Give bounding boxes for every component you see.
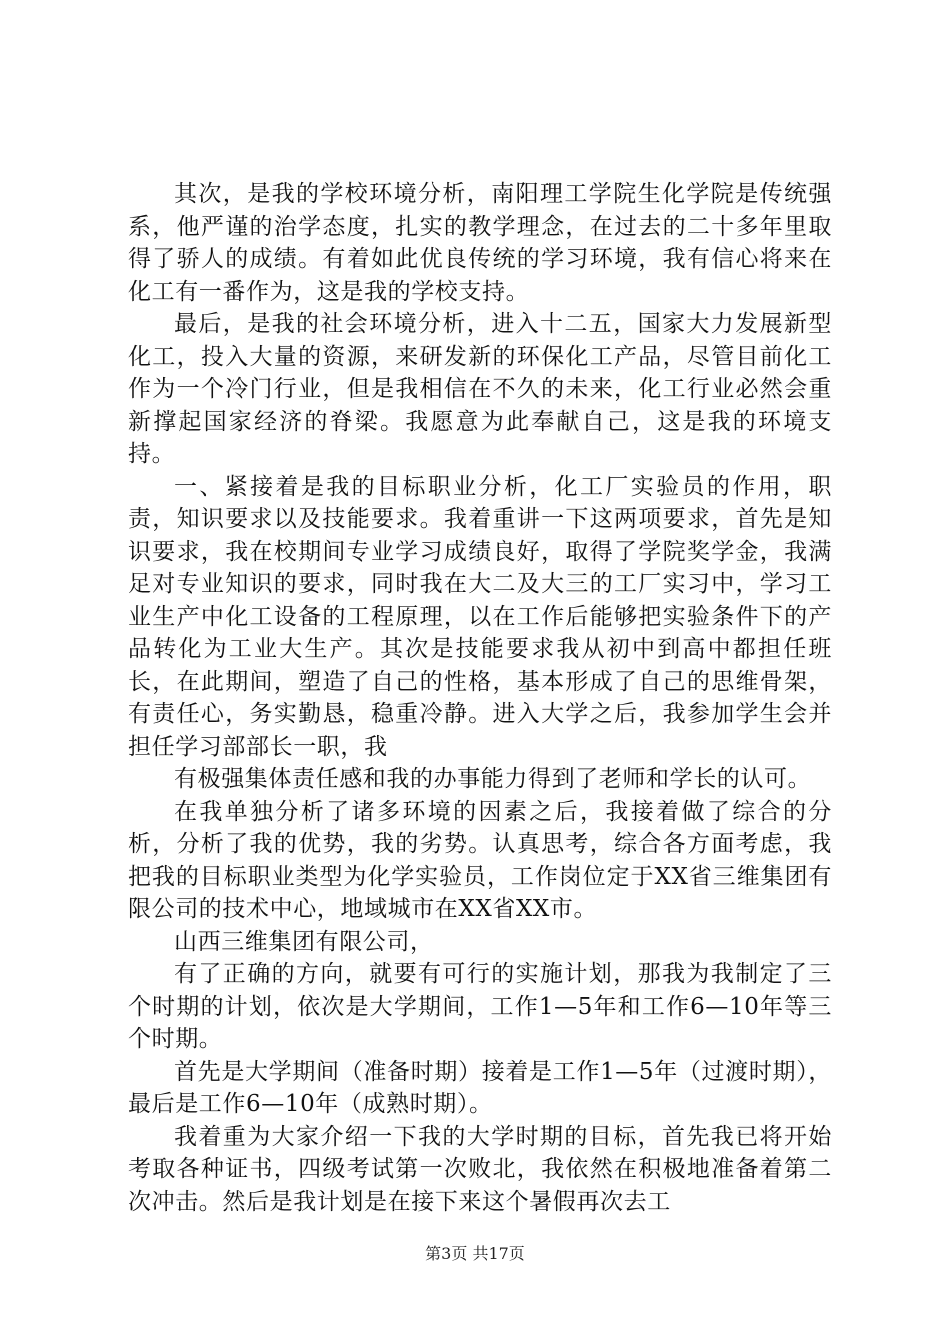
paragraph: 其次，是我的学校环境分析，南阳理工学院生化学院是传统强系，他严谨的治学态度，扎实的教学理念，在过去的二十多年里取得了骄人的成绩。有着如此优良传统的学习环境，我有信心将来在化工有一番作为，这是我的学校支持。 [128, 181, 832, 305]
paragraph: 山西三维集团有限公司， [174, 928, 434, 955]
document-body [128, 178, 832, 1218]
paragraph: 我着重为大家介绍一下我的大学时期的目标，首先我已将开始考取各种证书，四级考试第一次败北，我依然在积极地准备着第二次冲击。然后是我计划是在接下来这个暑假再次去工 [128, 1123, 832, 1215]
paragraph: 首先是大学期间（准备时期）接着是工作1—5年（过渡时期），最后是工作6—10年（成熟时期）。 [128, 1058, 832, 1117]
paragraph: 在我单独分析了诸多环境的因素之后，我接着做了综合的分析，分析了我的优势，我的劣势。认真思考，综合各方面考虑，我把我的目标职业类型为化学实验员，工作岗位定于XX省三维集团有限公司的技术中心，地域城市在XX省XX市。 [128, 798, 832, 922]
paragraph: 有极强集体责任感和我的办事能力得到了老师和学长的认可。 [174, 766, 812, 792]
paragraph: 最后，是我的社会环境分析，进入十二五，国家大力发展新型化工，投入大量的资源，来研发新的环保化工产品，尽管目前化工作为一个冷门行业，但是我相信在不久的未来，化工行业必然会重新撑起国家经济的脊梁。我愿意为此奉献自己，这是我的环境支持。 [128, 311, 832, 467]
paragraph: 一、紧接着是我的目标职业分析，化工厂实验员的作用，职责，知识要求以及技能要求。我着重讲一下这两项要求，首先是知识要求，我在校期间专业学习成绩良好，取得了学院奖学金，我满足对专业知识的要求，同时我在大二及大三的工厂实习中，学习工业生产中化工设备的工程原理，以在工作后能够把实验条件下的产品转化为工业大生产。其次是技能要求我从初中到高中都担任班长，在此期间，塑造了自己的性格，基本形成了自己的思维骨架，有责任心，务实勤恳，稳重冷静。进入大学之后，我参加学生会并担任学习部部长一职，我 [128, 473, 832, 760]
page-number-footer: 第3页 共17页 [425, 1244, 525, 1263]
paragraph: 有了正确的方向，就要有可行的实施计划，那我为我制定了三个时期的计划，依次是大学期间，工作1—5年和工作6—10年等三个时期。 [128, 961, 832, 1052]
